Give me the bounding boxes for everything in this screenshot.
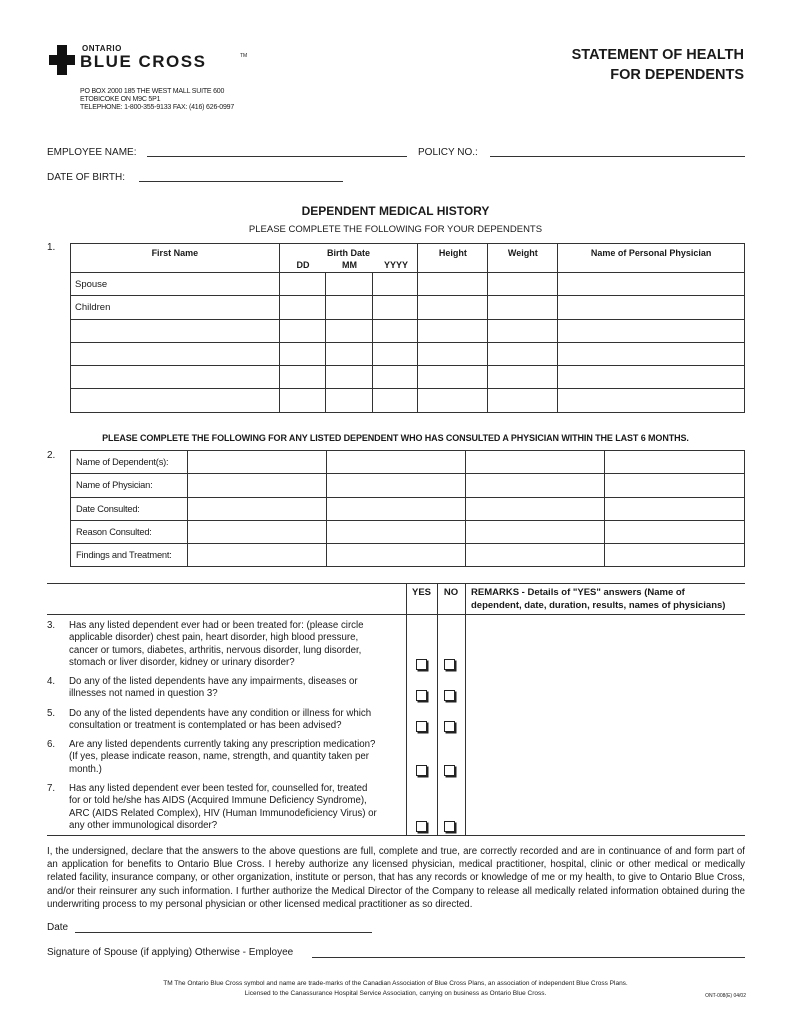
logo-blue-cross-text: BLUE CROSS (80, 52, 207, 71)
consultation-cell[interactable] (326, 497, 466, 520)
dependent-cell[interactable] (418, 389, 488, 412)
dependent-cell[interactable] (279, 273, 325, 296)
question-text-line: (If yes, please indicate reason, name, strength, and quantity taken per (69, 751, 369, 763)
dependent-row-label[interactable] (71, 319, 280, 342)
col-physician: Name of Personal Physician (558, 244, 745, 273)
col-dd: DD (296, 260, 310, 270)
dependent-row-label[interactable] (71, 366, 280, 389)
dependent-row (71, 296, 745, 319)
dependent-cell[interactable] (418, 366, 488, 389)
col-first-name: First Name (71, 244, 280, 273)
no-checkbox[interactable] (444, 659, 455, 670)
dependent-row-label[interactable]: Children (71, 296, 280, 319)
dependent-row (71, 319, 745, 342)
question-text-line: month.) (69, 763, 102, 775)
consultation-cell[interactable] (605, 520, 745, 543)
dependent-cell[interactable] (418, 342, 488, 365)
dependent-row-label[interactable]: Spouse (71, 273, 280, 296)
dependent-cell[interactable] (372, 273, 418, 296)
remarks-header-line-2: dependent, date, duration, results, names of physicians) (471, 600, 726, 611)
dependent-cell[interactable] (279, 296, 325, 319)
consultation-cell[interactable] (187, 451, 326, 474)
consultation-row-label: Findings and Treatment: (71, 544, 188, 567)
question-text-line: Do any of the listed dependents have any condition or illness for which (69, 708, 372, 719)
consulted-heading: PLEASE COMPLETE THE FOLLOWING FOR ANY LISTED DEPENDENT WHO HAS CONSULTED A PHYSICIAN WITHIN THE LAST 6 MONTHS. (102, 433, 689, 443)
dependent-row (71, 273, 745, 296)
consultation-cell[interactable] (326, 544, 466, 567)
dependent-cell[interactable] (418, 296, 488, 319)
consultation-row-label: Name of Dependent(s): (71, 451, 188, 474)
remarks-field[interactable] (466, 615, 745, 834)
consultation-cell[interactable] (466, 474, 605, 497)
dependent-cell[interactable] (558, 319, 745, 342)
no-checkbox[interactable] (444, 765, 455, 776)
dependent-cell[interactable] (325, 319, 372, 342)
question-text-line: applicable disorder) chest pain, heart disorder, high blood pressure, (69, 632, 359, 644)
dependent-cell[interactable] (372, 342, 418, 365)
dependent-cell[interactable] (488, 273, 558, 296)
logo-tm: TM (240, 53, 248, 59)
question-text-line: stomach or liver disorder, kidney or urinary disorder? (69, 656, 295, 668)
question-number: 3. (47, 620, 56, 631)
question-text-line: illnesses not named in question 3? (69, 688, 218, 700)
date-label: Date (47, 922, 69, 933)
signature-date-field[interactable] (75, 932, 372, 933)
date-of-birth-field[interactable] (139, 181, 343, 182)
consultation-cell[interactable] (187, 544, 326, 567)
consultation-cell[interactable] (466, 544, 605, 567)
consultation-row-label: Name of Physician: (71, 474, 188, 497)
dependent-row-label[interactable] (71, 342, 280, 365)
yes-col-divider (406, 583, 407, 835)
dependent-row (71, 342, 745, 365)
consultation-row (71, 544, 745, 567)
consultation-table (70, 450, 745, 567)
dependent-cell[interactable] (325, 342, 372, 365)
questions-bottom-rule (47, 835, 745, 836)
blue-cross-logo-icon (49, 45, 75, 75)
consultation-cell[interactable] (187, 474, 326, 497)
employee-name-field[interactable] (147, 156, 407, 157)
dependent-cell[interactable] (325, 366, 372, 389)
logo-ontario-text: ONTARIO (82, 44, 122, 53)
dependent-cell[interactable] (279, 319, 325, 342)
policy-no-label: POLICY NO.: (418, 147, 478, 158)
dependent-cell[interactable] (558, 296, 745, 319)
no-checkbox[interactable] (444, 690, 455, 701)
dependent-cell[interactable] (372, 366, 418, 389)
form-title-line-1: STATEMENT OF HEALTH (571, 47, 744, 63)
consultation-row-label: Date Consulted: (71, 497, 188, 520)
dependent-row (71, 389, 745, 412)
dependent-row-label[interactable] (71, 389, 280, 412)
declaration-text: I, the undersigned, declare that the answers to the above questions are full, complete and true, are correctly recorded and are in continuance of and form part of an application for benefits to Ontario Blue Cross. I hereby authorize any licensed physician, medical practitioner, hospital, clinic or other medical or medically related facility, insurance company, or other organization, institute or person, that has any records or knowledge of me or my health, to give to Ontario Blue Cross, and/or their reinsurer any such information. I further authorize the Medical Director of the Company to release all medically related information obtained during the underwriting process to my personal physician or other licensed medical practitioner as so directed. (47, 846, 745, 910)
form-code: ONT-008(E) 04/02 (705, 993, 746, 999)
dependent-cell[interactable] (488, 366, 558, 389)
address-line-3: TELEPHONE: 1-800-355-9133 FAX: (416) 626-0997 (80, 104, 235, 111)
questions-top-rule (47, 583, 745, 584)
question-number: 4. (47, 676, 56, 687)
consultation-cell[interactable] (187, 520, 326, 543)
dependent-cell[interactable] (488, 296, 558, 319)
remarks-header-line-1: REMARKS - Details of "YES" answers (Name of (471, 587, 685, 598)
no-checkbox[interactable] (444, 821, 455, 832)
yes-checkbox[interactable] (416, 721, 427, 732)
dependent-cell[interactable] (372, 319, 418, 342)
dependent-cell[interactable] (325, 389, 372, 412)
yes-checkbox[interactable] (416, 765, 427, 776)
footer-trademark-line: TM The Ontario Blue Cross symbol and name are trade-marks of the Canadian Association of Blue Cross Plans, an association of independent Blue Cross Plans. (163, 980, 628, 987)
dependent-cell[interactable] (488, 389, 558, 412)
col-mm: MM (342, 260, 357, 270)
col-yyyy: YYYY (383, 260, 408, 270)
dependent-cell[interactable] (558, 389, 745, 412)
consultation-cell[interactable] (605, 497, 745, 520)
yes-checkbox[interactable] (416, 659, 427, 670)
yes-header: YES (411, 587, 431, 598)
dependent-cell[interactable] (558, 273, 745, 296)
address-line-2: ETOBICOKE ON M9C 5P1 (80, 96, 161, 103)
consultation-row (71, 474, 745, 497)
consultation-cell[interactable] (466, 451, 605, 474)
dependent-cell[interactable] (325, 273, 372, 296)
dependent-cell[interactable] (418, 319, 488, 342)
dependent-cell[interactable] (325, 296, 372, 319)
dependent-cell[interactable] (279, 366, 325, 389)
consultation-cell[interactable] (326, 520, 466, 543)
section-2-number: 2. (47, 450, 56, 461)
question-text-line: Has any listed dependent ever had or been treated for: (please circle (69, 620, 364, 631)
signature-label: Signature of Spouse (if applying) Otherwise - Employee (47, 947, 294, 958)
no-checkbox[interactable] (444, 721, 455, 732)
no-col-divider-left (437, 583, 438, 835)
question-text-line: Are any listed dependents currently taking any prescription medication? (69, 739, 376, 750)
dependent-cell[interactable] (279, 389, 325, 412)
dependent-cell[interactable] (372, 389, 418, 412)
dependent-cell[interactable] (488, 342, 558, 365)
dependent-cell[interactable] (488, 319, 558, 342)
address-line-1: PO BOX 2000 185 THE WEST MALL SUITE 600 (80, 88, 225, 95)
question-text-line: Do any of the listed dependents have any impairments, diseases or (69, 676, 358, 687)
dependent-cell[interactable] (418, 273, 488, 296)
consultation-cell[interactable] (187, 497, 326, 520)
col-weight: Weight (488, 244, 558, 273)
consultation-cell[interactable] (466, 497, 605, 520)
dependent-row (71, 366, 745, 389)
dependent-cell[interactable] (279, 342, 325, 365)
consultation-row (71, 520, 745, 543)
question-number: 6. (47, 739, 56, 750)
consultation-cell[interactable] (605, 451, 745, 474)
dependent-cell[interactable] (558, 342, 745, 365)
policy-no-field[interactable] (490, 156, 745, 157)
question-text-line: consultation or treatment is contemplated or has been advised? (69, 720, 342, 732)
consultation-cell[interactable] (326, 474, 466, 497)
question-text-line: cancer or tumors, diabetes, arthritis, nervous disorder, lung disorder, (69, 644, 362, 656)
yes-checkbox[interactable] (416, 821, 427, 832)
question-text-line: any other immunological disorder? (69, 819, 218, 831)
employee-name-label: EMPLOYEE NAME: (47, 147, 137, 158)
dependent-history-subheading: PLEASE COMPLETE THE FOLLOWING FOR YOUR DEPENDENTS (248, 224, 543, 235)
consultation-row (71, 451, 745, 474)
consultation-row (71, 497, 745, 520)
section-1-number: 1. (47, 242, 56, 253)
question-number: 7. (47, 783, 56, 794)
consultation-cell[interactable] (466, 520, 605, 543)
col-height: Height (418, 244, 488, 273)
dependent-history-heading: DEPENDENT MEDICAL HISTORY (301, 204, 490, 218)
consultation-row-label: Reason Consulted: (71, 520, 188, 543)
question-text-line: Has any listed dependent ever been tested for, counselled for, treated (69, 783, 368, 794)
consultation-cell[interactable] (605, 544, 745, 567)
footer-license-line: Licensed to the Canassurance Hospital Service Association, carrying on business as Ontario Blue Cross. (244, 990, 547, 997)
consultation-cell[interactable] (605, 474, 745, 497)
yes-checkbox[interactable] (416, 690, 427, 701)
date-of-birth-label: DATE OF BIRTH: (47, 172, 125, 183)
question-text-line: for or told he/she has AIDS (Acquired Immune Deficiency Syndrome), (69, 795, 367, 807)
dependent-cell[interactable] (558, 366, 745, 389)
consultation-cell[interactable] (326, 451, 466, 474)
dependent-cell[interactable] (372, 296, 418, 319)
form-title-line-2: FOR DEPENDENTS (610, 67, 744, 83)
question-text-line: ARC (AIDS Related Complex), HIV (Human Immunodeficiency Virus) or (69, 807, 377, 819)
signature-field[interactable] (312, 957, 745, 958)
no-header: NO (443, 587, 459, 598)
col-birth-date: Birth Date (279, 244, 418, 273)
question-number: 5. (47, 708, 56, 719)
